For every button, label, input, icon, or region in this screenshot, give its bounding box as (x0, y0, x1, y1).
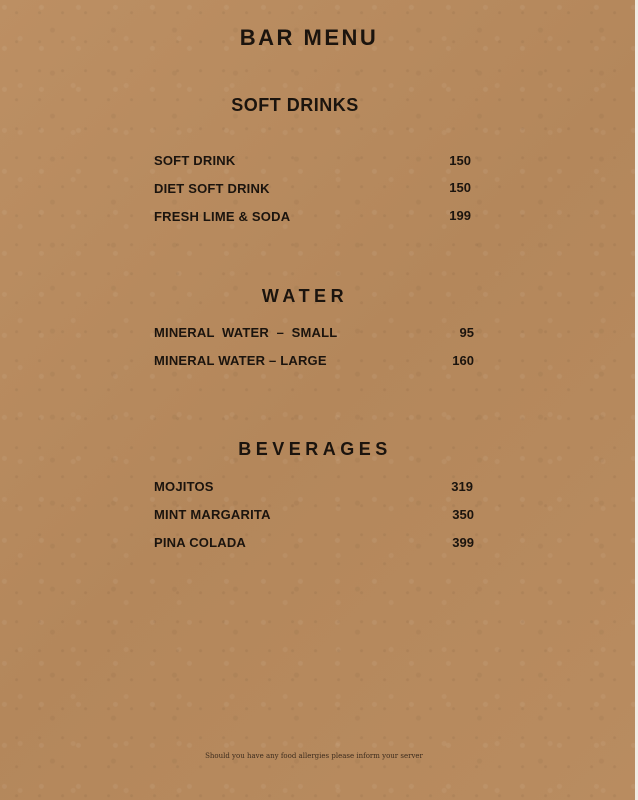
menu-title: BAR MENU (239, 25, 379, 50)
menu-item-name: MINT MARGARITA (154, 507, 271, 522)
section-heading-soft-drinks: SOFT DRINKS (231, 95, 359, 115)
allergy-footer-note: Should you have any food allergies please inform your server (205, 752, 423, 760)
menu-item-price: 350 (452, 507, 474, 522)
menu-item-name: MINERAL WATER – LARGE (154, 353, 327, 368)
menu-item-price: 199 (449, 208, 471, 223)
menu-item-name: PINA COLADA (154, 535, 246, 550)
menu-item-price: 160 (452, 353, 474, 368)
section-heading-beverages: BEVERAGES (238, 439, 392, 459)
menu-item-name: FRESH LIME & SODA (154, 209, 291, 224)
menu-item-name: MOJITOS (154, 479, 214, 494)
menu-item-name: MINERAL WATER – SMALL (154, 325, 338, 340)
menu-item-price: 150 (449, 180, 471, 195)
section-heading-water: WATER (261, 286, 349, 306)
menu-item-price: 319 (451, 479, 473, 494)
menu-item-price: 95 (459, 325, 474, 340)
menu-item-name: DIET SOFT DRINK (154, 181, 270, 196)
menu-item-price: 150 (449, 153, 471, 168)
menu-item-name: SOFT DRINK (154, 153, 236, 168)
menu-item-price: 399 (452, 535, 474, 550)
